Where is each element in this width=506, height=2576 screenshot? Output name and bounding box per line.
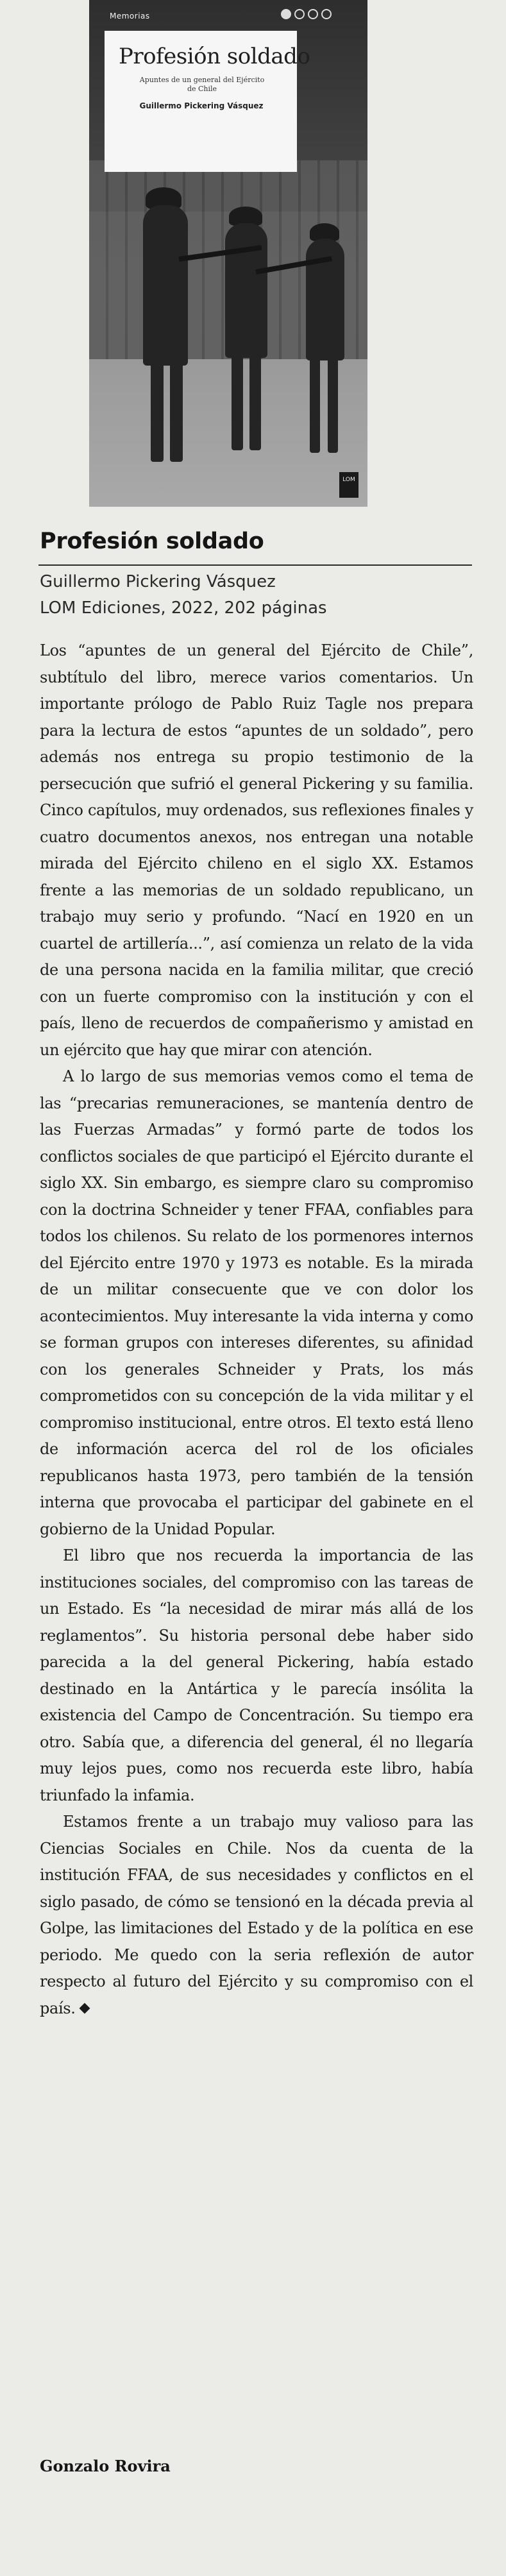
cover-subtitle: Apuntes de un general del Ejército de Chile xyxy=(139,76,265,93)
cover-title-box xyxy=(105,31,310,172)
cover-series-dots xyxy=(281,9,332,19)
end-of-article-mark xyxy=(79,2003,90,2013)
review-paragraph: A lo largo de sus memorias vemos como el tema de las “precarias remuneraciones, se mantenía dentro de las Fuerzas Armadas” y formó parte de todos los conflictos sociales de que participó el Ejército durante el siglo XX. Sin embargo, es siempre claro su compromiso con la doctrina Schneider y tener FFAA, confiables para todos los chilenos. Su relato de los pormenores internos del Ejército entre 1970 y 1973 es notable. Es la mirada de un militar consecuente que ve con dolor los acontecimientos. Muy interesante la vida interna y como se forman grupos con intereses diferentes, su afinidad con los generales Schneider y Prats, los más comprometidos con su concepción de la vida militar y el compromiso institucional, entre otros. El texto está lleno de información acerca del rol de los oficiales republicanos hasta 1973, pero también de la tensión interna que provocaba el participar del gabinete en el gobierno de la Unidad Popular. xyxy=(40,1067,473,1538)
publisher-logo: LOM xyxy=(339,472,358,498)
book-cover-image xyxy=(89,0,367,507)
review-body xyxy=(40,638,473,2022)
review-paragraph: El libro que nos recuerda la importancia de las instituciones sociales, del compromiso con las tareas de un Estado. Es “la necesidad de mirar más allá de los reglamentos”. Su historia personal debe haber sido parecida a la del general Pickering, había estado destinado en la Antártica y le parecía insólita la existencia del Campo de Concentración. Su tiempo era otro. Sabía que, a diferencia del general, él no llegaría muy lejos pues, como nos recuerda este libro, había triunfado la infamia. xyxy=(40,1546,473,1804)
book-publication-info: LOM Ediciones, 2022, 202 páginas xyxy=(40,598,327,618)
soldier-figure xyxy=(225,223,267,358)
book-author: Guillermo Pickering Vásquez xyxy=(40,572,276,591)
review-headline: Profesión soldado xyxy=(40,529,264,554)
headline-divider xyxy=(38,564,472,566)
review-paragraph-text: Estamos frente a un trabajo muy valioso para las Ciencias Sociales en Chile. Nos da cuenta de la institución FFAA, de sus necesidades y conflictos en el siglo pasado, de cómo se tensionó en la década previa al Golpe, las limitaciones del Estado y de la política en ese periodo. Me quedo con la seria reflexión de autor respecto al futuro del Ejército y su compromiso con el país. xyxy=(40,1813,473,2017)
cover-title: Profesión soldado xyxy=(119,44,310,69)
review-paragraph: Los “apuntes de un general del Ejército de Chile”, subtítulo del libro, merece varios comentarios. Un importante prólogo de Pablo Ruiz Tagle nos prepara para la lectura de estos “apuntes de un soldado”, pero además nos entrega su propio testimonio de la persecución que sufrió el general Pickering y su familia. Cinco capítulos, muy ordenados, sus reflexiones finales y cuatro documentos anexos, nos entregan una notable mirada del Ejército chileno en el siglo XX. Estamos frente a las memorias de un soldado republicano, un trabajo muy serio y profundo. “Nací en 1920 en un cuartel de artillería...”, así comienza un relato de la vida de una persona nacida en la familia militar, que creció con un fuerte compromiso con la institución y con el país, lleno de recuerdos de compañerismo y amistad en un ejército que hay que mirar con atención. xyxy=(40,641,473,1059)
review-paragraph xyxy=(40,1809,473,2022)
soldier-figure xyxy=(143,205,188,366)
cover-author: Guillermo Pickering Vásquez xyxy=(139,101,264,110)
cover-series-label: Memorias xyxy=(110,12,150,21)
review-signature: Gonzalo Rovira xyxy=(40,2457,171,2475)
